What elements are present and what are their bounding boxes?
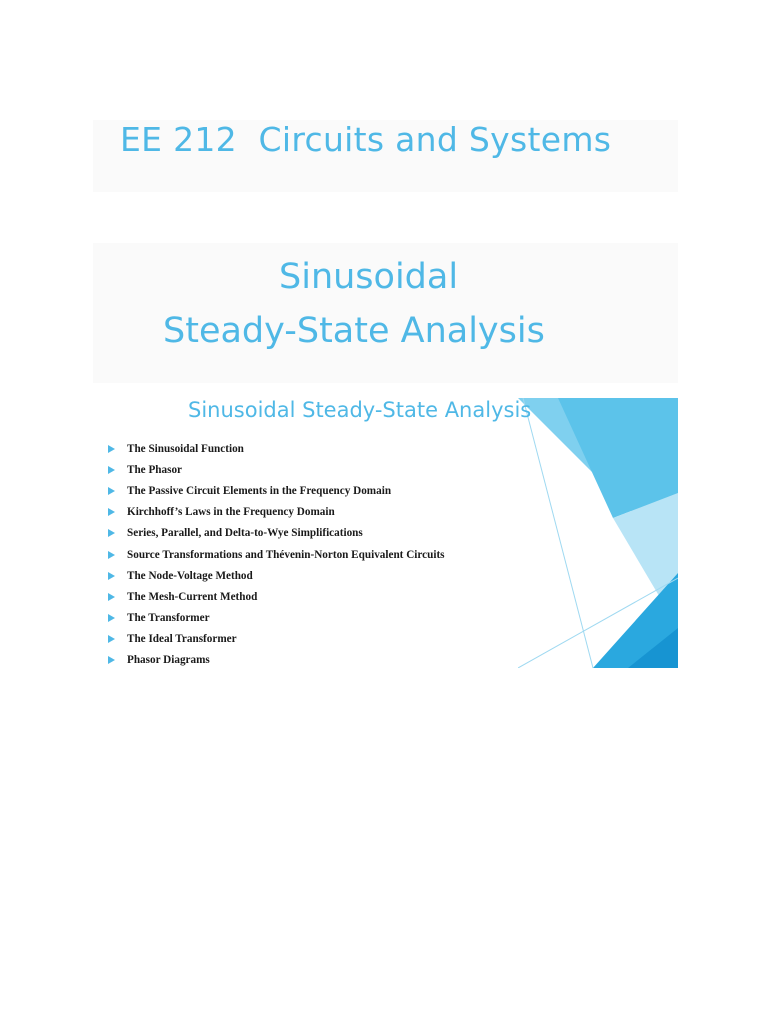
topic-title-panel (93, 243, 678, 383)
slide-title: Sinusoidal Steady-State Analysis (188, 398, 532, 422)
bullet-arrow-icon (108, 466, 115, 474)
bullet-text: Series, Parallel, and Delta-to-Wye Simplifications (127, 527, 363, 540)
bullet-item (108, 544, 445, 565)
topic-title-line-1: Sinusoidal (279, 257, 459, 297)
bullet-arrow-icon (108, 614, 115, 622)
bullet-item (108, 502, 445, 523)
course-title-panel (93, 120, 678, 192)
bullet-list (108, 438, 445, 668)
bullet-item (108, 608, 445, 629)
bullet-item (108, 459, 445, 480)
bullet-item (108, 480, 445, 501)
bullet-text: Phasor Diagrams (127, 654, 210, 667)
bullet-item (108, 629, 445, 650)
bullet-text: The Node-Voltage Method (127, 569, 253, 582)
bullet-item (108, 586, 445, 607)
bullet-text: The Phasor (127, 463, 183, 476)
slide-panel (93, 398, 678, 668)
slide-decoration-graphic (518, 398, 678, 668)
topic-title-line-2: Steady-State Analysis (163, 311, 545, 351)
bullet-item (108, 565, 445, 586)
bullet-arrow-icon (108, 508, 115, 516)
bullet-arrow-icon (108, 656, 115, 664)
bullet-arrow-icon (108, 487, 115, 495)
bullet-text: The Passive Circuit Elements in the Frequency Domain (127, 484, 392, 497)
bullet-text: The Transformer (127, 612, 210, 625)
bullet-arrow-icon (108, 635, 115, 643)
bullet-arrow-icon (108, 593, 115, 601)
course-title: EE 212 Circuits and Systems (120, 120, 612, 159)
bullet-arrow-icon (108, 572, 115, 580)
bullet-item (108, 438, 445, 459)
bullet-arrow-icon (108, 445, 115, 453)
bullet-arrow-icon (108, 551, 115, 559)
bullet-text: Source Transformations and Thévenin-Norton Equivalent Circuits (127, 548, 445, 561)
bullet-item (108, 650, 445, 668)
bullet-arrow-icon (108, 529, 115, 537)
bullet-text: The Mesh-Current Method (127, 590, 258, 603)
bullet-text: The Ideal Transformer (127, 633, 237, 646)
bullet-item (108, 523, 445, 544)
bullet-text: The Sinusoidal Function (127, 442, 244, 455)
bullet-text: Kirchhoff’s Laws in the Frequency Domain (127, 506, 335, 519)
